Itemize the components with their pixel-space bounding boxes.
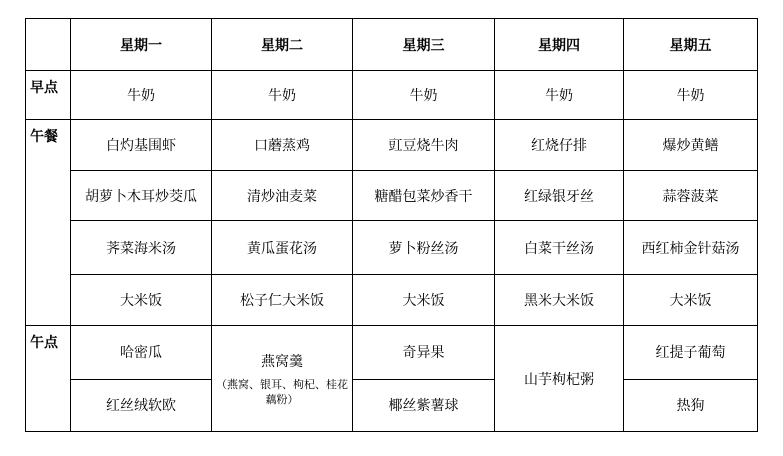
lunch-fri-4: 大米饭 xyxy=(624,274,758,325)
afternoon-mon-1: 哈密瓜 xyxy=(71,326,212,379)
afternoon-row-1 xyxy=(26,326,758,379)
lunch-row-2 xyxy=(26,171,758,221)
lunch-row-1 xyxy=(26,119,758,170)
lunch-fri-1: 爆炒黄鳝 xyxy=(624,119,758,170)
lunch-wed-2: 糖醋包菜炒香干 xyxy=(353,171,495,221)
corner-cell xyxy=(26,19,71,71)
lunch-thu-4: 黑米大米饭 xyxy=(495,274,624,325)
breakfast-tue: 牛奶 xyxy=(212,71,353,119)
lunch-fri-3: 西红柿金针菇汤 xyxy=(624,221,758,274)
lunch-thu-1: 红烧仔排 xyxy=(495,119,624,170)
lunch-mon-4: 大米饭 xyxy=(71,274,212,325)
lunch-thu-3: 白菜干丝汤 xyxy=(495,221,624,274)
lunch-wed-3: 萝卜粉丝汤 xyxy=(353,221,495,274)
lunch-wed-4: 大米饭 xyxy=(353,274,495,325)
day-header-tue: 星期二 xyxy=(212,19,353,71)
meal-label-breakfast: 早点 xyxy=(26,71,71,119)
afternoon-wed-2: 椰丝紫薯球 xyxy=(353,379,495,431)
lunch-mon-1: 白灼基围虾 xyxy=(71,119,212,170)
day-header-wed: 星期三 xyxy=(353,19,495,71)
breakfast-wed: 牛奶 xyxy=(353,71,495,119)
lunch-row-3 xyxy=(26,221,758,274)
lunch-thu-2: 红绿银牙丝 xyxy=(495,171,624,221)
afternoon-thu: 山芋枸杞粥 xyxy=(495,326,624,432)
afternoon-tue-note: （燕窝、银耳、枸杞、桂花藕粉） xyxy=(216,377,348,406)
lunch-row-4 xyxy=(26,274,758,325)
meal-label-afternoon: 午点 xyxy=(26,326,71,432)
lunch-fri-2: 蒜蓉菠菜 xyxy=(624,171,758,221)
header-row xyxy=(26,19,758,71)
afternoon-tue-name: 燕窝羹 xyxy=(261,353,303,370)
day-header-mon: 星期一 xyxy=(71,19,212,71)
afternoon-mon-2: 红丝绒软欧 xyxy=(71,379,212,431)
afternoon-fri-2: 热狗 xyxy=(624,379,758,431)
lunch-wed-1: 豇豆烧牛肉 xyxy=(353,119,495,170)
lunch-tue-1: 口蘑蒸鸡 xyxy=(212,119,353,170)
lunch-tue-4: 松子仁大米饭 xyxy=(212,274,353,325)
meal-label-lunch: 午餐 xyxy=(26,119,71,325)
breakfast-fri: 牛奶 xyxy=(624,71,758,119)
breakfast-mon: 牛奶 xyxy=(71,71,212,119)
afternoon-fri-1: 红提子葡萄 xyxy=(624,326,758,379)
day-header-thu: 星期四 xyxy=(495,19,624,71)
lunch-mon-3: 荠菜海米汤 xyxy=(71,221,212,274)
breakfast-row xyxy=(26,71,758,119)
lunch-mon-2: 胡萝卜木耳炒茭瓜 xyxy=(71,171,212,221)
lunch-tue-3: 黄瓜蛋花汤 xyxy=(212,221,353,274)
day-header-fri: 星期五 xyxy=(624,19,758,71)
breakfast-thu: 牛奶 xyxy=(495,71,624,119)
afternoon-tue xyxy=(212,326,353,432)
afternoon-wed-1: 奇异果 xyxy=(353,326,495,379)
lunch-tue-2: 清炒油麦菜 xyxy=(212,171,353,221)
weekly-menu-table xyxy=(25,18,758,432)
afternoon-row-2 xyxy=(26,379,758,431)
